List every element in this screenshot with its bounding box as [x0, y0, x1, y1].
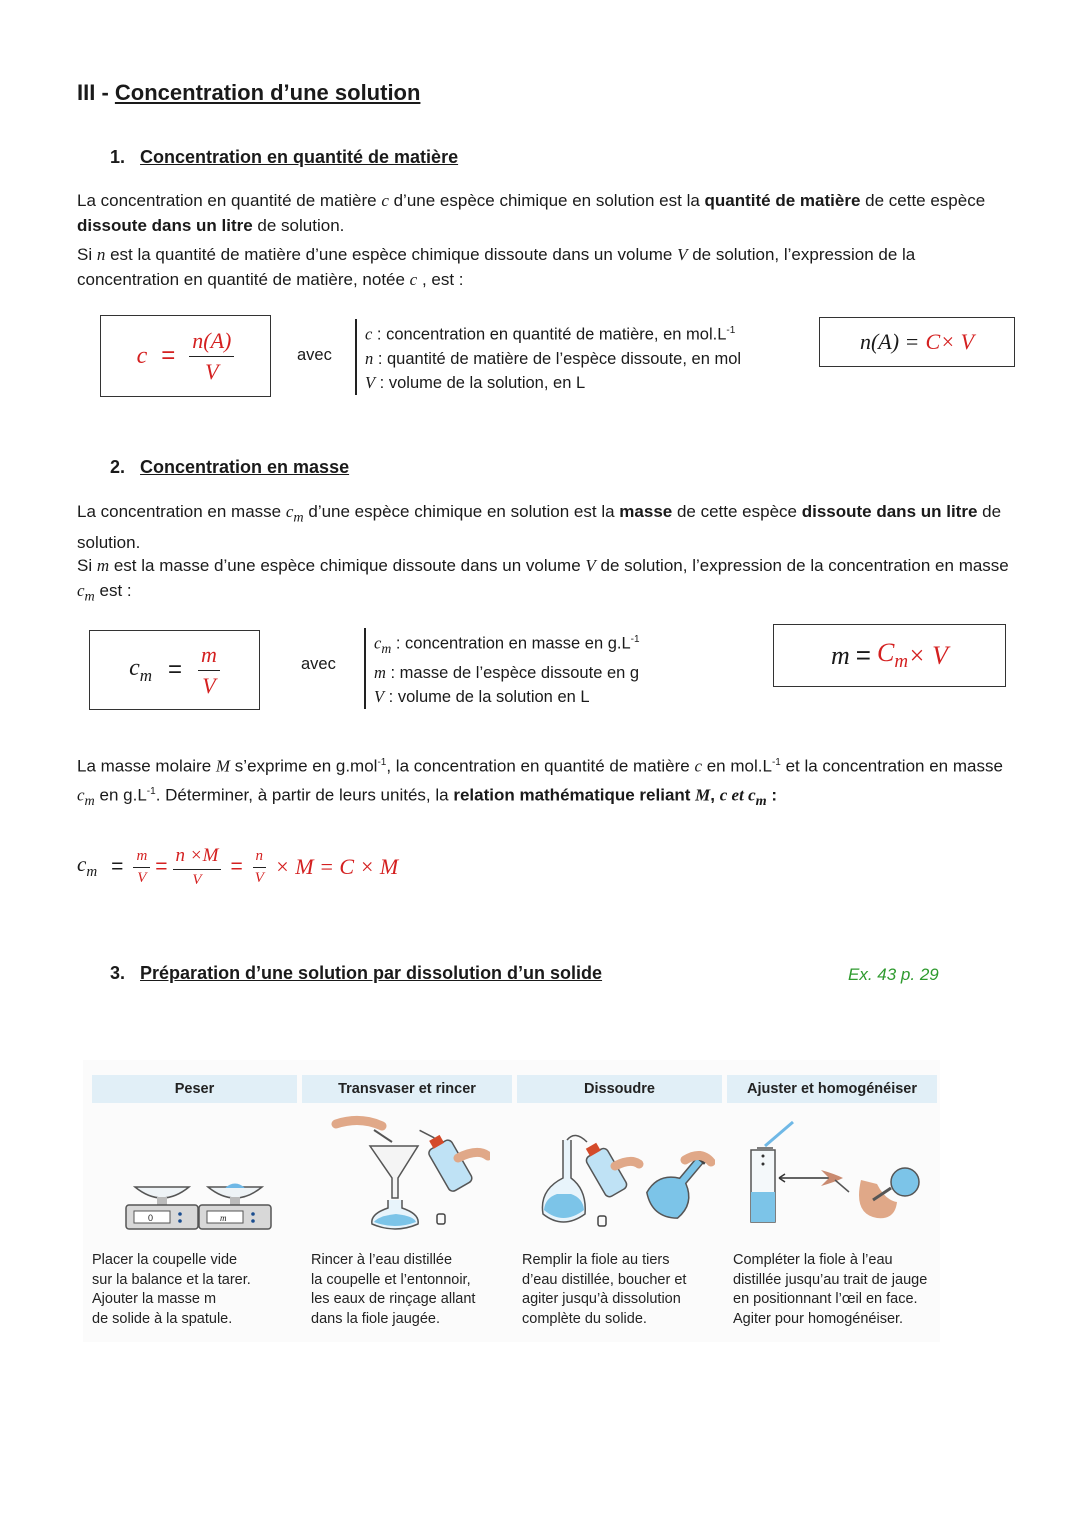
step-header-peser	[92, 1075, 297, 1103]
legend-sup: -1	[726, 325, 736, 336]
part3-number: 3.	[110, 963, 126, 983]
formula-eq: =	[161, 342, 176, 369]
step-header-dissoudre	[517, 1075, 722, 1103]
legend-symbol: V	[374, 686, 385, 706]
numerator: m	[133, 848, 150, 868]
step-line: de solide à la spatule.	[92, 1310, 233, 1327]
denominator: V	[192, 872, 202, 888]
bold-text: dissoute dans un litre	[77, 216, 253, 235]
sup: -1	[771, 757, 781, 768]
relation-c-sub: m	[894, 651, 909, 673]
text: de solution.	[77, 502, 1002, 553]
text: de solution, l’expression de la concentration en masse	[595, 556, 1009, 575]
text: La masse molaire	[77, 756, 216, 776]
relation-box-n	[819, 317, 1015, 367]
step-line: Rincer à l’eau distillée	[311, 1252, 453, 1268]
text: de cette espèce	[860, 191, 986, 210]
part2-heading	[110, 457, 349, 478]
relation-c: C	[876, 637, 895, 667]
fraction-numerator: n(A)	[189, 328, 234, 357]
text: de solution, l’expression de la concentration en quantité de matière, notée	[77, 245, 916, 289]
legend-text: : volume de la solution en L	[384, 687, 590, 706]
part2-paragraph2	[77, 553, 1017, 609]
step-line: d’eau distillée, boucher et	[522, 1271, 687, 1288]
fraction-denominator: V	[205, 358, 219, 384]
text: Si	[77, 556, 97, 575]
part3-title: Préparation d’une solution par dissolution d’un solide	[140, 963, 603, 983]
part1-paragraph2	[77, 242, 1017, 292]
subscript-m: m	[84, 588, 95, 605]
subscript-m: m	[84, 792, 95, 809]
formula-lhs-sub: m	[139, 665, 153, 685]
step-header-text: Ajuster et homogénéiser	[746, 1081, 917, 1097]
balance-with-solid	[199, 1184, 271, 1230]
symbol-n: n	[96, 245, 106, 264]
text: de cette espèce	[672, 502, 802, 521]
answer-line	[77, 842, 398, 892]
text: en g.L	[94, 785, 147, 805]
answer-eq: =	[111, 855, 124, 878]
text: est :	[94, 581, 132, 600]
legend-symbol: m	[374, 662, 386, 682]
symbol-M: M	[215, 756, 231, 776]
fraction-numerator: m	[198, 642, 220, 671]
balance-display-zero: 0	[148, 1213, 154, 1223]
symbol-V: V	[585, 556, 596, 575]
bold-text: dissoute dans un litre	[801, 502, 978, 521]
text: La concentration en masse	[77, 502, 286, 521]
formula-lhs: c	[136, 342, 148, 369]
formula-fraction	[198, 642, 220, 699]
step-line: Ajouter la masse m	[92, 1291, 217, 1307]
relation-box-m	[773, 624, 1006, 687]
part2-title: Concentration en masse	[140, 457, 350, 477]
formula-eq: =	[168, 656, 183, 683]
bold-text: :	[766, 785, 778, 805]
step-line: en positionnant l’œil en face.	[733, 1291, 918, 1307]
legend-list-2	[364, 628, 640, 709]
avec-label: avec	[301, 655, 336, 673]
subscript-m: m	[755, 792, 767, 809]
legend-symbol: n	[365, 348, 374, 368]
legend-text: : masse de l’espèce dissoute en g	[385, 663, 640, 682]
numerator: n	[253, 848, 267, 868]
relation-cm	[877, 638, 908, 673]
part3-heading	[110, 963, 602, 984]
relation-lhs: n(A) =	[859, 329, 920, 354]
balance-empty	[126, 1187, 198, 1229]
part2-number: 2.	[110, 457, 126, 477]
step-text-transvaser	[311, 1251, 511, 1329]
step-header-text: Peser	[174, 1081, 215, 1097]
part1-heading	[110, 147, 458, 168]
symbol-c: c	[285, 502, 294, 521]
step-text-ajuster	[733, 1251, 943, 1329]
answer-tail: × M = C × M	[274, 854, 399, 879]
section-title	[77, 80, 420, 106]
legend-item	[365, 371, 741, 395]
formula-fraction	[189, 328, 234, 385]
legend-text: : quantité de matière de l’espèce dissoute, en mol	[373, 349, 742, 368]
avec-label: avec	[297, 346, 332, 364]
relation-m: m	[831, 640, 850, 670]
answer-fraction-2	[173, 845, 222, 889]
text: est la masse d’une espèce chimique dissoute dans un volume	[109, 556, 586, 575]
legend-text: : volume de la solution, en L	[375, 373, 586, 392]
funnel-icon	[370, 1146, 418, 1198]
bold-symbol: c	[719, 785, 728, 805]
fraction-denominator: V	[202, 672, 216, 698]
step-line: Remplir la fiole au tiers	[522, 1252, 670, 1268]
balance-illustration	[120, 1165, 280, 1237]
legend-text: : concentration en masse en g.L	[391, 634, 631, 653]
symbol-c: c	[77, 785, 85, 805]
step-line: complète du solide.	[522, 1310, 647, 1327]
step-text-peser	[92, 1251, 292, 1329]
adjust-illustration	[745, 1118, 925, 1228]
answer-lhs-sub: m	[86, 864, 98, 881]
bold-text: masse	[619, 502, 673, 521]
text: et la concentration en masse	[780, 756, 1003, 776]
step-header-transvaser	[302, 1075, 512, 1103]
symbol-c: c	[381, 191, 389, 210]
balance-display-m: m	[220, 1213, 227, 1223]
text: de solution.	[252, 216, 345, 235]
question-paragraph	[77, 750, 1012, 814]
part1-paragraph1	[77, 188, 1017, 238]
equals-sign: =	[230, 855, 243, 878]
answer-fraction-3	[252, 848, 267, 887]
denominator: V	[254, 869, 264, 886]
answer-lhs	[77, 852, 97, 881]
stopper-icon	[437, 1214, 445, 1224]
step-line: Placer la coupelle vide	[92, 1252, 238, 1268]
formula-lhs-symbol: c	[129, 654, 140, 681]
part1-title: Concentration en quantité de matière	[140, 147, 459, 167]
relation-rest: × V	[940, 329, 975, 354]
legend-symbol: c	[365, 324, 373, 344]
legend-item	[374, 628, 640, 661]
text: en mol.L	[702, 756, 772, 776]
step-line: la coupelle et l’entonnoir,	[311, 1271, 471, 1288]
bold-symbol: c	[748, 785, 756, 805]
formula-box-c	[100, 315, 271, 397]
bold-text: relation mathématique reliant	[453, 785, 696, 805]
text: d’une espèce chimique en solution est la	[303, 502, 620, 521]
step-line: agiter jusqu’à dissolution	[522, 1291, 681, 1307]
text: Si	[77, 245, 97, 264]
symbol-m: m	[96, 556, 110, 575]
step-line: les eaux de rinçage allant	[311, 1291, 476, 1307]
symbol-V: V	[677, 245, 688, 264]
legend-symbol: V	[365, 372, 376, 392]
step-line: dans la fiole jaugée.	[311, 1310, 440, 1327]
legend-sub: m	[381, 640, 392, 656]
step-line: distillée jusqu’au trait de jauge	[733, 1271, 928, 1288]
step-text-dissoudre	[522, 1251, 722, 1329]
text: La concentration en quantité de matière	[77, 191, 382, 210]
sup: -1	[146, 785, 156, 797]
text: s’exprime en g.mol	[230, 756, 378, 776]
bold-text: quantité de matière	[704, 191, 861, 210]
part1-number: 1.	[110, 147, 126, 167]
legend-item	[365, 319, 741, 347]
bold-text: et	[727, 785, 749, 805]
step-header-text: Transvaser et rincer	[338, 1081, 476, 1097]
text: , est :	[417, 270, 464, 289]
answer-fraction-1	[133, 848, 150, 887]
answer-lhs-symbol: c	[77, 852, 87, 877]
legend-item	[374, 661, 640, 685]
equals-sign: =	[155, 855, 168, 878]
section-title-text: Concentration d’une solution	[114, 80, 421, 105]
subscript-m: m	[293, 509, 304, 526]
step-line: Compléter la fiole à l’eau	[733, 1252, 893, 1268]
symbol-c: c	[694, 756, 702, 776]
bold-text: ,	[710, 785, 720, 805]
text: d’une espèce chimique en solution est la	[388, 191, 705, 210]
text: est la quantité de matière d’une espèce chimique dissoute dans un volume	[105, 245, 678, 264]
transfer-illustration	[330, 1112, 490, 1232]
wash-bottle-icon	[581, 1140, 629, 1199]
exercise-reference: Ex. 43 p. 29	[848, 965, 939, 984]
text: . Déterminer, à partir de leurs unités, la	[155, 785, 454, 805]
step-header-ajuster	[727, 1075, 937, 1103]
legend-sup: -1	[630, 634, 640, 645]
legend-text: : concentration en quantité de matière, en mol.L	[372, 325, 727, 344]
dissolve-illustration	[535, 1130, 715, 1230]
bold-symbol: M	[695, 785, 711, 805]
denominator: V	[137, 869, 147, 886]
sup: -1	[377, 757, 387, 768]
step-header-text: Dissoudre	[584, 1081, 655, 1097]
relation-rest: × V	[908, 640, 948, 670]
relation-c: C	[925, 329, 941, 354]
section-number: III -	[77, 80, 115, 105]
legend-item	[365, 347, 741, 371]
stopper-icon	[598, 1216, 606, 1226]
relation-eq: =	[855, 640, 871, 670]
part2-paragraph1	[77, 499, 1012, 555]
step-line: sur la balance et la tarer.	[92, 1271, 251, 1288]
legend-item	[374, 685, 640, 709]
step-line: Agiter pour homogénéiser.	[733, 1310, 904, 1327]
symbol-c: c	[409, 270, 418, 289]
formula-lhs	[129, 655, 152, 686]
formula-box-cm	[89, 630, 260, 710]
hand-icon	[336, 1120, 382, 1126]
legend-list-1	[355, 319, 741, 395]
symbol-c: c	[77, 581, 85, 600]
legend-symbol: c	[374, 633, 382, 653]
round-flask-icon	[891, 1168, 919, 1196]
numerator: n ×M	[173, 845, 222, 870]
text: , la concentration en quantité de matière	[386, 756, 695, 776]
